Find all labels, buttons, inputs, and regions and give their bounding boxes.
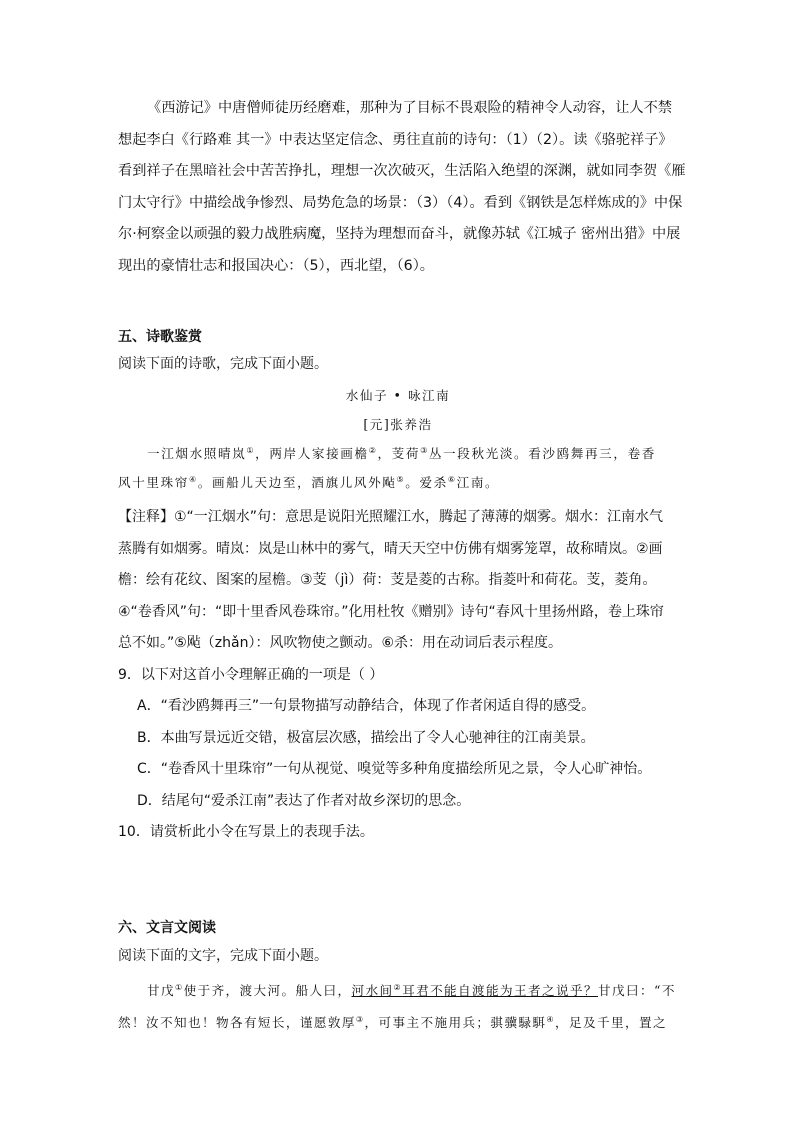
section-instruction: 阅读下面的诗歌，完成下面小题。: [118, 356, 328, 372]
question-10: 10．请赏析此小令在写景上的表现手法。: [118, 824, 374, 840]
poem-line: 一江烟水照晴岚①，两岸人家接画檐②，芰荷③丛一段秋光淡。看沙鸥舞再三，卷香: [147, 445, 656, 461]
footnote-marker: ⑤: [396, 474, 406, 484]
footnote-marker: ③: [355, 1014, 365, 1024]
note-line: ④“卷香风”句：“即十里香风卷珠帘。”化用杜牧《赠别》诗句“春风十里扬州路，卷上珠帘: [118, 603, 664, 620]
section-heading: 五、诗歌鉴赏: [118, 329, 202, 345]
option-c: C．“卷香风十里珠帘”一句从视觉、嗅觉等多种角度描绘所见之景，令人心旷神怡。: [137, 761, 652, 777]
note-line: 蒸腾有如烟雾。晴岚：岚是山林中的雾气，晴天天空中仿佛有烟雾笼罩，故称晴岚。②画: [118, 540, 663, 557]
intro-paragraph: [118, 93, 686, 282]
option-d: D．结尾句“爱杀江南”表达了作者对故乡深切的思念。: [137, 793, 471, 809]
underlined-sentence: 河水间②耳君不能自渡能为王者之说乎？: [351, 982, 598, 998]
intro-line: 想起李白《行路难 其一》中表达坚定信念、勇往直前的诗句：（1）（2）。读《骆驼祥子》: [118, 131, 673, 148]
intro-line: 《西游记》中唐僧师徒历经磨难，那种为了目标不畏艰险的精神令人动容，让人不禁: [147, 100, 672, 116]
option-a: A．“看沙鸥舞再三”一句景物描写动静结合，体现了作者闲适自得的感受。: [137, 698, 596, 714]
intro-line: 看到祥子在黑暗社会中苦苦挣扎，理想一次次破灭，生活陷入绝望的深渊，就如同李贺《雁: [118, 163, 686, 179]
footnote-marker: ⑥: [447, 474, 457, 484]
note-line: 【注释】①“一江烟水”句：意思是说阳光照耀江水，腾起了薄薄的烟雾。烟水：江南水气: [118, 509, 664, 525]
footnote-marker: ②: [368, 445, 378, 455]
footnote-marker: ④: [188, 474, 198, 484]
poem-title: 水仙子 • 咏江南: [345, 388, 451, 403]
footnote-marker: ①: [175, 982, 184, 992]
intro-line: 门太守行》中描绘战争惨烈、局势危急的场景：（3）（4）。看到《钢铁是怎样炼成的》中保: [118, 194, 683, 211]
option-b: B．本曲写景远近交错，极富层次感，描绘出了令人心驰神往的江南美景。: [137, 730, 595, 746]
note-line: 檐：绘有花纹、图案的屋檐。③芰（jì）荷：芰是菱的古称。指菱叶和荷花。芰，菱角。: [118, 572, 657, 588]
section-instruction: 阅读下面的文字，完成下面小题。: [118, 948, 328, 964]
note-line: 总不如。”⑤飐（zhǎn）：风吹物使之颤动。⑥杀：用在动词后表示程度。: [118, 635, 563, 651]
question-9: 9．以下对这首小令理解正确的一项是（ ）: [118, 667, 384, 683]
footnote-marker: ②: [393, 982, 403, 992]
poem-notes: [118, 502, 678, 660]
passage-line: 甘戊①使于齐，渡大河。船人曰，河水间②耳君不能自渡能为王者之说乎？甘戊曰：“不: [147, 982, 676, 998]
intro-line: 尔·柯察金以顽强的毅力战胜病魔，坚持为理想而奋斗，就像苏轼《江城子 密州出猎》中展: [118, 226, 681, 242]
footnote-marker: ④: [546, 1014, 555, 1024]
footnote-marker: ①: [246, 445, 256, 455]
section-heading: 六、文言文阅读: [118, 920, 216, 936]
passage-line: 然！汝不知也！物各有短长，谨愿敦厚③，可事主不施用兵；骐骥騄駬④，足及千里，置之: [118, 1014, 667, 1030]
poem-author: [元]张养浩: [363, 417, 433, 432]
footnote-marker: ③: [420, 445, 429, 455]
intro-line: 现出的豪情壮志和报国决心：（5），西北望，（6）。: [118, 257, 434, 274]
poem-line: 风十里珠帘④。画船儿天边至，酒旗儿风外飐⑤。爱杀⑥江南。: [118, 474, 500, 490]
